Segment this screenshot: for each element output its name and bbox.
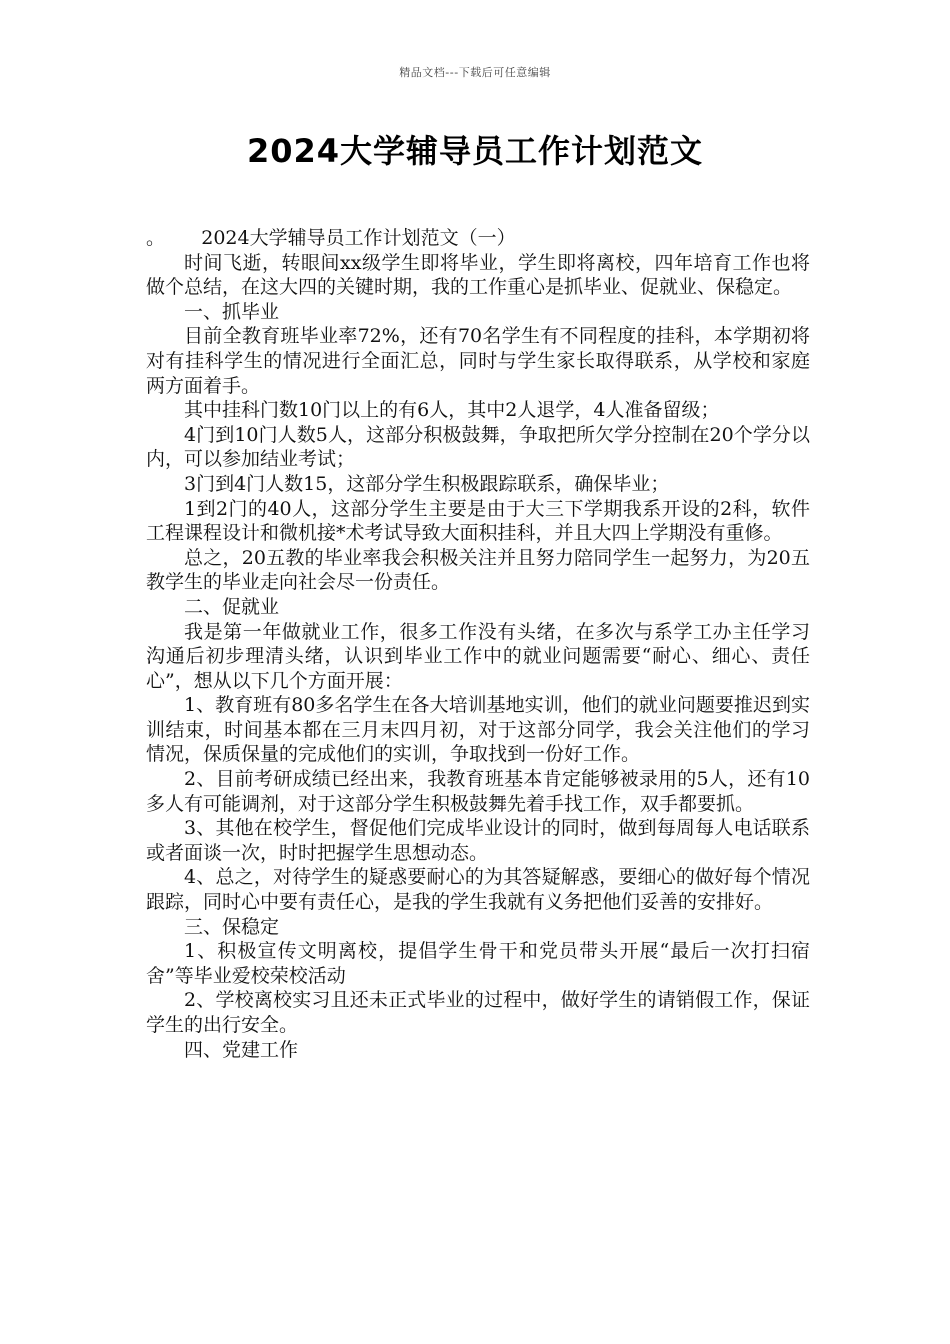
document-body	[146, 226, 810, 1062]
paragraph: 4、总之，对待学生的疑惑要耐心的为其答疑解惑，要细心的做好每个情况跟踪，同时心中要有责任心，是我的学生我就有义务把他们妥善的安排好。	[146, 866, 810, 914]
header-watermark: 精品文档---下载后可任意编辑	[399, 66, 551, 79]
paragraph: 1、教育班有80多名学生在各大培训基地实训，他们的就业问题要推迟到实训结束，时间基本都在三月末四月初，对于这部分同学，我会关注他们的学习情况，保质保量的完成他们的实训，争取找到一份好工作。	[146, 694, 810, 766]
paragraph: 4门到10门人数5人，这部分积极鼓舞，争取把所欠学分控制在20个学分以内，可以参加结业考试；	[146, 423, 810, 471]
section-heading: 二、促就业	[184, 595, 280, 618]
section-heading: 一、抓毕业	[184, 300, 280, 323]
section-heading: 四、党建工作	[184, 1038, 299, 1061]
paragraph: 时间飞逝，转眼间xx级学生即将毕业，学生即将离校，四年培育工作也将做个总结，在这大四的关键时期，我的工作重心是抓毕业、促就业、保稳定。	[146, 251, 810, 299]
paragraph: 1、积极宣传文明离校，提倡学生骨干和党员带头开展“最后一次打扫宿舍”等毕业爱校荣校活动	[146, 940, 810, 987]
paragraph: 2、目前考研成绩已经出来，我教育班基本肯定能够被录用的5人，还有10多人有可能调剂，对于这部分学生积极鼓舞先着手找工作，双手都要抓。	[146, 768, 810, 815]
section-heading: 三、保稳定	[184, 915, 280, 938]
paragraph: 1到2门的40人，这部分学生主要是由于大三下学期我系开设的2科，软件工程课程设计和微机接*术考试导致大面积挂科，并且大四上学期没有重修。	[146, 497, 810, 545]
subtitle-line: 。 2024大学辅导员工作计划范文（一）	[146, 227, 516, 249]
paragraph: 总之，20五教的毕业率我会积极关注并且努力陪同学生一起努力，为20五教学生的毕业走向社会尽一份责任。	[146, 546, 810, 594]
paragraph: 3、其他在校学生，督促他们完成毕业设计的同时，做到每周每人电话联系或者面谈一次，时时把握学生思想动态。	[146, 817, 810, 864]
document-title: 2024大学辅导员工作计划范文	[246, 132, 704, 170]
paragraph: 2、学校离校实习且还未正式毕业的过程中，做好学生的请销假工作，保证学生的出行安全。	[146, 989, 810, 1036]
paragraph: 3门到4门人数15，这部分学生积极跟踪联系，确保毕业；	[184, 472, 670, 495]
paragraph: 其中挂科门数10门以上的有6人，其中2人退学，4人准备留级；	[184, 399, 720, 422]
paragraph: 我是第一年做就业工作，很多工作没有头绪，在多次与系学工办主任学习沟通后初步理清头绪，认识到毕业工作中的就业问题需要“耐心、细心、责任心”，想从以下几个方面开展：	[146, 620, 810, 692]
paragraph: 目前全教育班毕业率72%，还有70名学生有不同程度的挂科，本学期初将对有挂科学生的情况进行全面汇总，同时与学生家长取得联系，从学校和家庭两方面着手。	[146, 325, 810, 397]
